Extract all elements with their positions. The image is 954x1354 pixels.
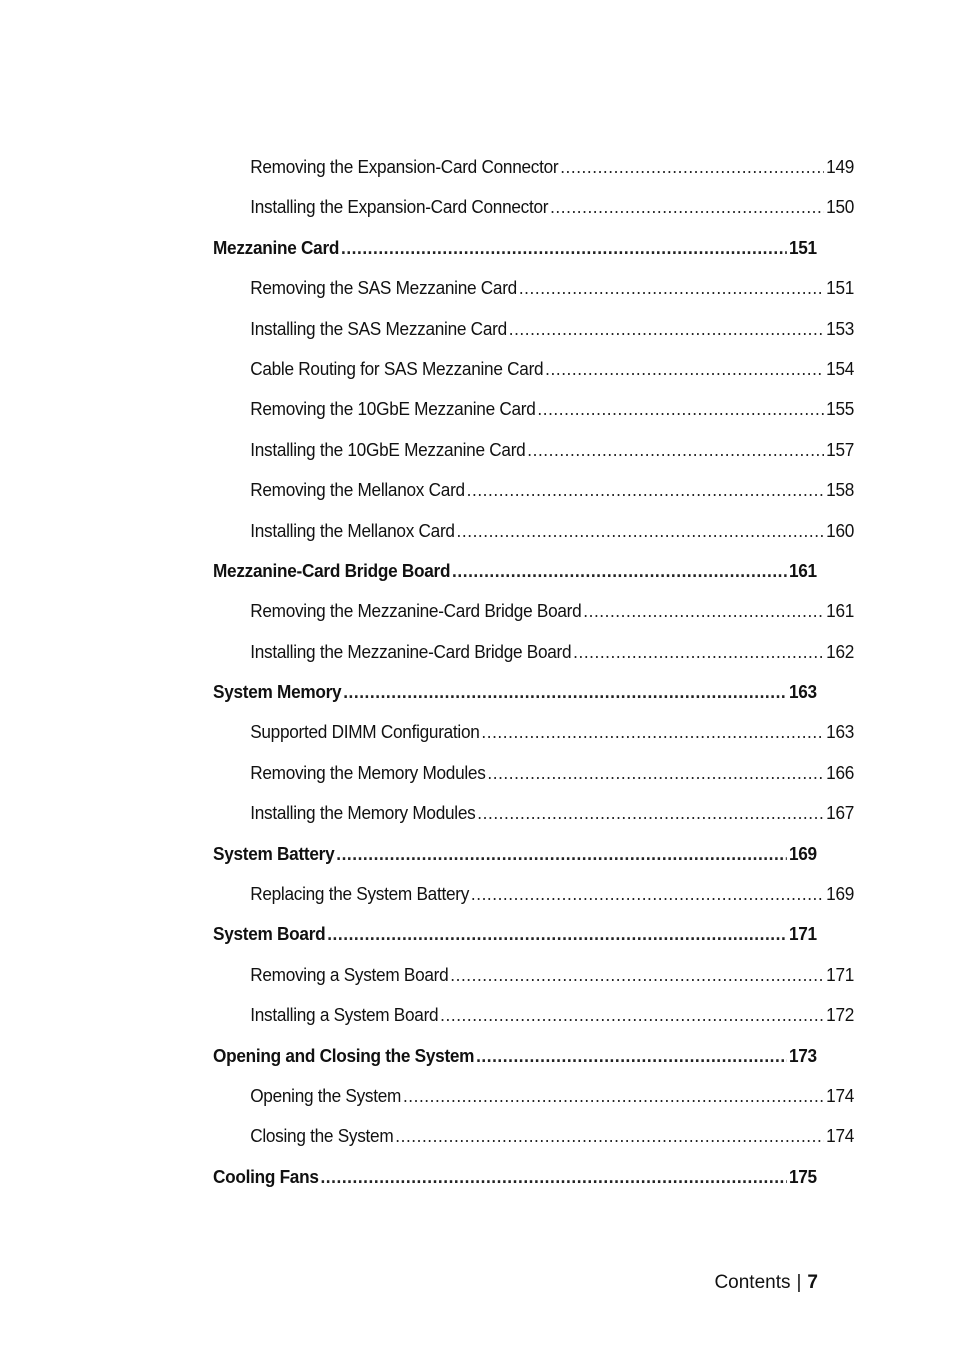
toc-entry-page-number: 163 — [788, 681, 817, 703]
toc-entry-page-number: 174 — [826, 1084, 855, 1106]
toc-entry-title: System Battery — [213, 842, 335, 864]
toc-subsection-entry[interactable] — [213, 792, 854, 832]
toc-entry-title: Installing the SAS Mezzanine Card — [250, 317, 507, 339]
toc-subsection-entry[interactable] — [213, 752, 854, 792]
toc-entry-page-number: 151 — [788, 236, 817, 258]
toc-entry-page-number: 162 — [826, 640, 855, 662]
toc-subsection-entry[interactable] — [213, 348, 854, 388]
toc-entry-page-number: 173 — [788, 1044, 817, 1066]
toc-entry-page-number: 150 — [826, 196, 855, 218]
dot-leader — [471, 883, 824, 905]
dot-leader — [527, 439, 824, 461]
dot-leader — [487, 762, 824, 784]
toc-entry-title: Installing the 10GbE Mezzanine Card — [250, 438, 526, 460]
dot-leader — [403, 1085, 824, 1107]
toc-subsection-entry[interactable] — [213, 711, 854, 751]
toc-entry-title: Opening and Closing the System — [213, 1044, 475, 1066]
toc-subsection-entry[interactable] — [213, 267, 854, 307]
dot-leader — [550, 196, 824, 218]
toc-section-entry[interactable] — [213, 1035, 817, 1075]
toc-entry-page-number: 171 — [788, 923, 817, 945]
toc-entry-page-number: 160 — [826, 519, 855, 541]
dot-leader — [583, 600, 824, 622]
page-footer — [714, 1272, 818, 1294]
toc-subsection-entry[interactable] — [213, 1075, 854, 1115]
toc-section-entry[interactable] — [213, 550, 817, 590]
toc-entry-title: Removing the Memory Modules — [250, 761, 486, 783]
dot-leader — [320, 1166, 787, 1188]
toc-subsection-entry[interactable] — [213, 146, 854, 186]
toc-entry-title: Cooling Fans — [213, 1165, 319, 1187]
toc-subsection-entry[interactable] — [213, 590, 854, 630]
toc-entry-page-number: 169 — [788, 842, 817, 864]
toc-entry-title: Removing the 10GbE Mezzanine Card — [250, 398, 536, 420]
toc-entry-page-number: 167 — [826, 802, 855, 824]
dot-leader — [481, 721, 824, 743]
dot-leader — [341, 237, 787, 259]
toc-entry-page-number: 163 — [826, 721, 855, 743]
toc-subsection-entry[interactable] — [213, 308, 854, 348]
dot-leader — [452, 560, 787, 582]
toc-entry-title: Installing the Memory Modules — [250, 802, 476, 824]
dot-leader — [509, 318, 825, 340]
toc-section-entry[interactable] — [213, 1156, 817, 1196]
toc-entry-page-number: 157 — [826, 438, 855, 460]
dot-leader — [336, 843, 787, 865]
toc-subsection-entry[interactable] — [213, 429, 854, 469]
toc-entry-title: System Memory — [213, 681, 342, 703]
toc-entry-page-number: 171 — [826, 963, 855, 985]
toc-entry-page-number: 149 — [826, 156, 855, 177]
dot-leader — [519, 277, 824, 299]
toc-subsection-entry[interactable] — [213, 873, 854, 913]
toc-entry-title: Opening the System — [250, 1084, 402, 1106]
toc-entry-title: Removing the Expansion-Card Connector — [250, 156, 559, 177]
toc-entry-title: Replacing the System Battery — [250, 883, 470, 905]
dot-leader — [450, 964, 824, 986]
toc-subsection-entry[interactable] — [213, 954, 854, 994]
dot-leader — [343, 681, 787, 703]
dot-leader — [457, 520, 825, 542]
toc-entry-title: Removing a System Board — [250, 963, 449, 985]
toc-section-entry[interactable] — [213, 671, 817, 711]
toc-entry-page-number: 161 — [788, 559, 817, 581]
toc-entry-title: Installing a System Board — [250, 1004, 439, 1026]
toc-entry-page-number: 153 — [826, 317, 855, 339]
toc-entry-page-number: 155 — [826, 398, 855, 420]
dot-leader — [477, 802, 824, 824]
dot-leader — [440, 1004, 824, 1026]
toc-entry-title: Cable Routing for SAS Mezzanine Card — [250, 357, 544, 379]
toc-subsection-entry[interactable] — [213, 994, 854, 1034]
dot-leader — [467, 479, 825, 501]
toc-entry-title: Removing the SAS Mezzanine Card — [250, 277, 517, 299]
toc-section-entry[interactable] — [213, 833, 817, 873]
toc-entry-title: Closing the System — [250, 1125, 394, 1147]
toc-entry-page-number: 169 — [826, 883, 855, 905]
toc-entry-page-number: 158 — [826, 479, 855, 501]
toc-subsection-entry[interactable] — [213, 1115, 854, 1155]
toc-subsection-entry[interactable] — [213, 186, 854, 226]
toc-entry-page-number: 175 — [788, 1165, 817, 1187]
toc-entry-page-number: 154 — [826, 357, 855, 379]
footer-separator: | — [796, 1272, 802, 1293]
toc-entry-title: Mezzanine-Card Bridge Board — [213, 559, 451, 581]
toc-subsection-entry[interactable] — [213, 388, 854, 428]
toc-entry-title: Installing the Mellanox Card — [250, 519, 455, 541]
toc-entry-page-number: 161 — [826, 600, 855, 622]
toc-entry-page-number: 151 — [826, 277, 855, 299]
table-of-contents — [213, 146, 855, 1196]
dot-leader — [545, 358, 824, 380]
toc-entry-title: Supported DIMM Configuration — [250, 721, 480, 743]
toc-subsection-entry[interactable] — [213, 631, 854, 671]
toc-subsection-entry[interactable] — [213, 510, 854, 550]
footer-page-number: 7 — [807, 1272, 818, 1293]
toc-entry-title: Installing the Expansion-Card Connector — [250, 196, 549, 218]
dot-leader — [327, 923, 787, 945]
dot-leader — [573, 641, 824, 663]
dot-leader — [560, 156, 824, 178]
toc-entry-title: Removing the Mezzanine-Card Bridge Board — [250, 600, 582, 622]
toc-entry-page-number: 166 — [826, 761, 855, 783]
toc-section-entry[interactable] — [213, 227, 817, 267]
dot-leader — [395, 1125, 824, 1147]
toc-subsection-entry[interactable] — [213, 469, 854, 509]
dot-leader — [476, 1045, 787, 1067]
toc-entry-title: System Board — [213, 923, 326, 945]
toc-entry-page-number: 174 — [826, 1125, 855, 1147]
footer-section-label: Contents — [714, 1272, 791, 1293]
toc-entry-title: Removing the Mellanox Card — [250, 479, 465, 501]
toc-entry-page-number: 172 — [826, 1004, 855, 1026]
toc-entry-title: Mezzanine Card — [213, 236, 340, 258]
dot-leader — [537, 398, 824, 420]
toc-entry-title: Installing the Mezzanine-Card Bridge Board — [250, 640, 572, 662]
toc-section-entry[interactable] — [213, 913, 817, 953]
